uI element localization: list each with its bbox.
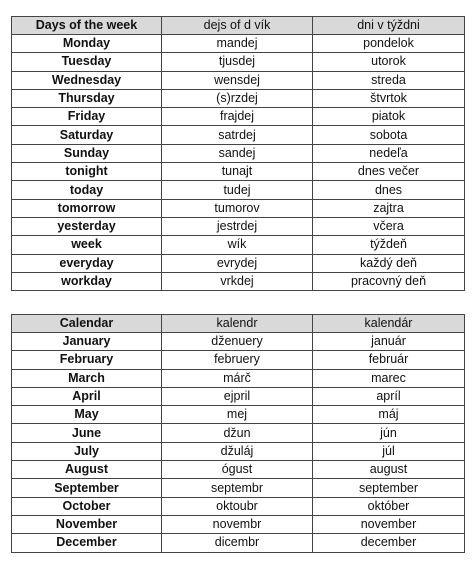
cell-pronunciation: vrkdej: [162, 272, 313, 290]
calendar-months-table: [11, 314, 465, 553]
cell-slovak: pracovný deň: [313, 272, 465, 290]
cell-slovak: júl: [313, 442, 465, 460]
table-header-row: [12, 17, 465, 35]
cell-slovak: včera: [313, 217, 465, 235]
cell-pronunciation: wensdej: [162, 71, 313, 89]
table-row: [12, 236, 465, 254]
cell-pronunciation: oktoubr: [162, 497, 313, 515]
table-row: [12, 89, 465, 107]
cell-pronunciation: sandej: [162, 144, 313, 162]
cell-pronunciation: tunajt: [162, 163, 313, 181]
header-cell-pronunciation: kalendr: [162, 315, 313, 333]
cell-english: week: [12, 236, 162, 254]
cell-slovak: október: [313, 497, 465, 515]
cell-pronunciation: februery: [162, 351, 313, 369]
cell-slovak: štvrtok: [313, 89, 465, 107]
cell-pronunciation: márč: [162, 369, 313, 387]
table-header-row: [12, 315, 465, 333]
header-cell-english: Calendar: [12, 315, 162, 333]
cell-slovak: streda: [313, 71, 465, 89]
table-row: [12, 534, 465, 552]
cell-pronunciation: tudej: [162, 181, 313, 199]
cell-english: September: [12, 479, 162, 497]
table-row: [12, 144, 465, 162]
cell-slovak: utorok: [313, 53, 465, 71]
cell-slovak: január: [313, 333, 465, 351]
table-row: [12, 35, 465, 53]
cell-pronunciation: ejpril: [162, 387, 313, 405]
cell-pronunciation: mandej: [162, 35, 313, 53]
cell-english: Tuesday: [12, 53, 162, 71]
table-row: [12, 351, 465, 369]
cell-slovak: august: [313, 461, 465, 479]
table-row: [12, 497, 465, 515]
cell-slovak: piatok: [313, 108, 465, 126]
cell-english: June: [12, 424, 162, 442]
cell-slovak: september: [313, 479, 465, 497]
cell-slovak: máj: [313, 406, 465, 424]
cell-english: yesterday: [12, 217, 162, 235]
cell-english: Sunday: [12, 144, 162, 162]
cell-english: Wednesday: [12, 71, 162, 89]
cell-english: Saturday: [12, 126, 162, 144]
cell-english: January: [12, 333, 162, 351]
cell-english: February: [12, 351, 162, 369]
cell-english: March: [12, 369, 162, 387]
cell-english: tonight: [12, 163, 162, 181]
table-row: [12, 461, 465, 479]
cell-english: everyday: [12, 254, 162, 272]
cell-english: November: [12, 515, 162, 533]
header-cell-english: Days of the week: [12, 17, 162, 35]
header-cell-slovak: kalendár: [313, 315, 465, 333]
table-row: [12, 442, 465, 460]
cell-english: tomorrow: [12, 199, 162, 217]
table-row: [12, 181, 465, 199]
cell-english: Friday: [12, 108, 162, 126]
cell-pronunciation: septembr: [162, 479, 313, 497]
table-row: [12, 369, 465, 387]
cell-slovak: každý deň: [313, 254, 465, 272]
cell-pronunciation: frajdej: [162, 108, 313, 126]
cell-pronunciation: wík: [162, 236, 313, 254]
cell-english: today: [12, 181, 162, 199]
table-row: [12, 71, 465, 89]
cell-pronunciation: tumorov: [162, 199, 313, 217]
table-row: [12, 406, 465, 424]
cell-pronunciation: dicembr: [162, 534, 313, 552]
table-row: [12, 424, 465, 442]
table-row: [12, 479, 465, 497]
cell-pronunciation: evrydej: [162, 254, 313, 272]
cell-english: August: [12, 461, 162, 479]
cell-english: Monday: [12, 35, 162, 53]
cell-pronunciation: mej: [162, 406, 313, 424]
cell-english: October: [12, 497, 162, 515]
cell-english: Thursday: [12, 89, 162, 107]
cell-english: April: [12, 387, 162, 405]
cell-pronunciation: džun: [162, 424, 313, 442]
cell-slovak: nedeľa: [313, 144, 465, 162]
cell-english: May: [12, 406, 162, 424]
cell-slovak: december: [313, 534, 465, 552]
cell-slovak: február: [313, 351, 465, 369]
table-row: [12, 217, 465, 235]
cell-pronunciation: satrdej: [162, 126, 313, 144]
cell-pronunciation: džuláj: [162, 442, 313, 460]
table-row: [12, 126, 465, 144]
table-row: [12, 272, 465, 290]
cell-slovak: jún: [313, 424, 465, 442]
cell-pronunciation: tjusdej: [162, 53, 313, 71]
table-row: [12, 254, 465, 272]
cell-english: December: [12, 534, 162, 552]
cell-slovak: marec: [313, 369, 465, 387]
table-row: [12, 515, 465, 533]
cell-english: July: [12, 442, 162, 460]
cell-slovak: pondelok: [313, 35, 465, 53]
cell-slovak: dnes: [313, 181, 465, 199]
cell-slovak: sobota: [313, 126, 465, 144]
table-row: [12, 53, 465, 71]
cell-slovak: apríl: [313, 387, 465, 405]
header-cell-slovak: dni v týždni: [313, 17, 465, 35]
cell-pronunciation: dženuery: [162, 333, 313, 351]
table-row: [12, 108, 465, 126]
cell-pronunciation: jestrdej: [162, 217, 313, 235]
table-row: [12, 387, 465, 405]
table-row: [12, 199, 465, 217]
cell-slovak: november: [313, 515, 465, 533]
table-row: [12, 163, 465, 181]
cell-pronunciation: novembr: [162, 515, 313, 533]
cell-english: workday: [12, 272, 162, 290]
table-row: [12, 333, 465, 351]
cell-pronunciation: ógust: [162, 461, 313, 479]
cell-slovak: zajtra: [313, 199, 465, 217]
header-cell-pronunciation: dejs of d vík: [162, 17, 313, 35]
cell-slovak: dnes večer: [313, 163, 465, 181]
cell-slovak: týždeň: [313, 236, 465, 254]
days-of-week-table: [11, 16, 465, 291]
cell-pronunciation: (s)rzdej: [162, 89, 313, 107]
